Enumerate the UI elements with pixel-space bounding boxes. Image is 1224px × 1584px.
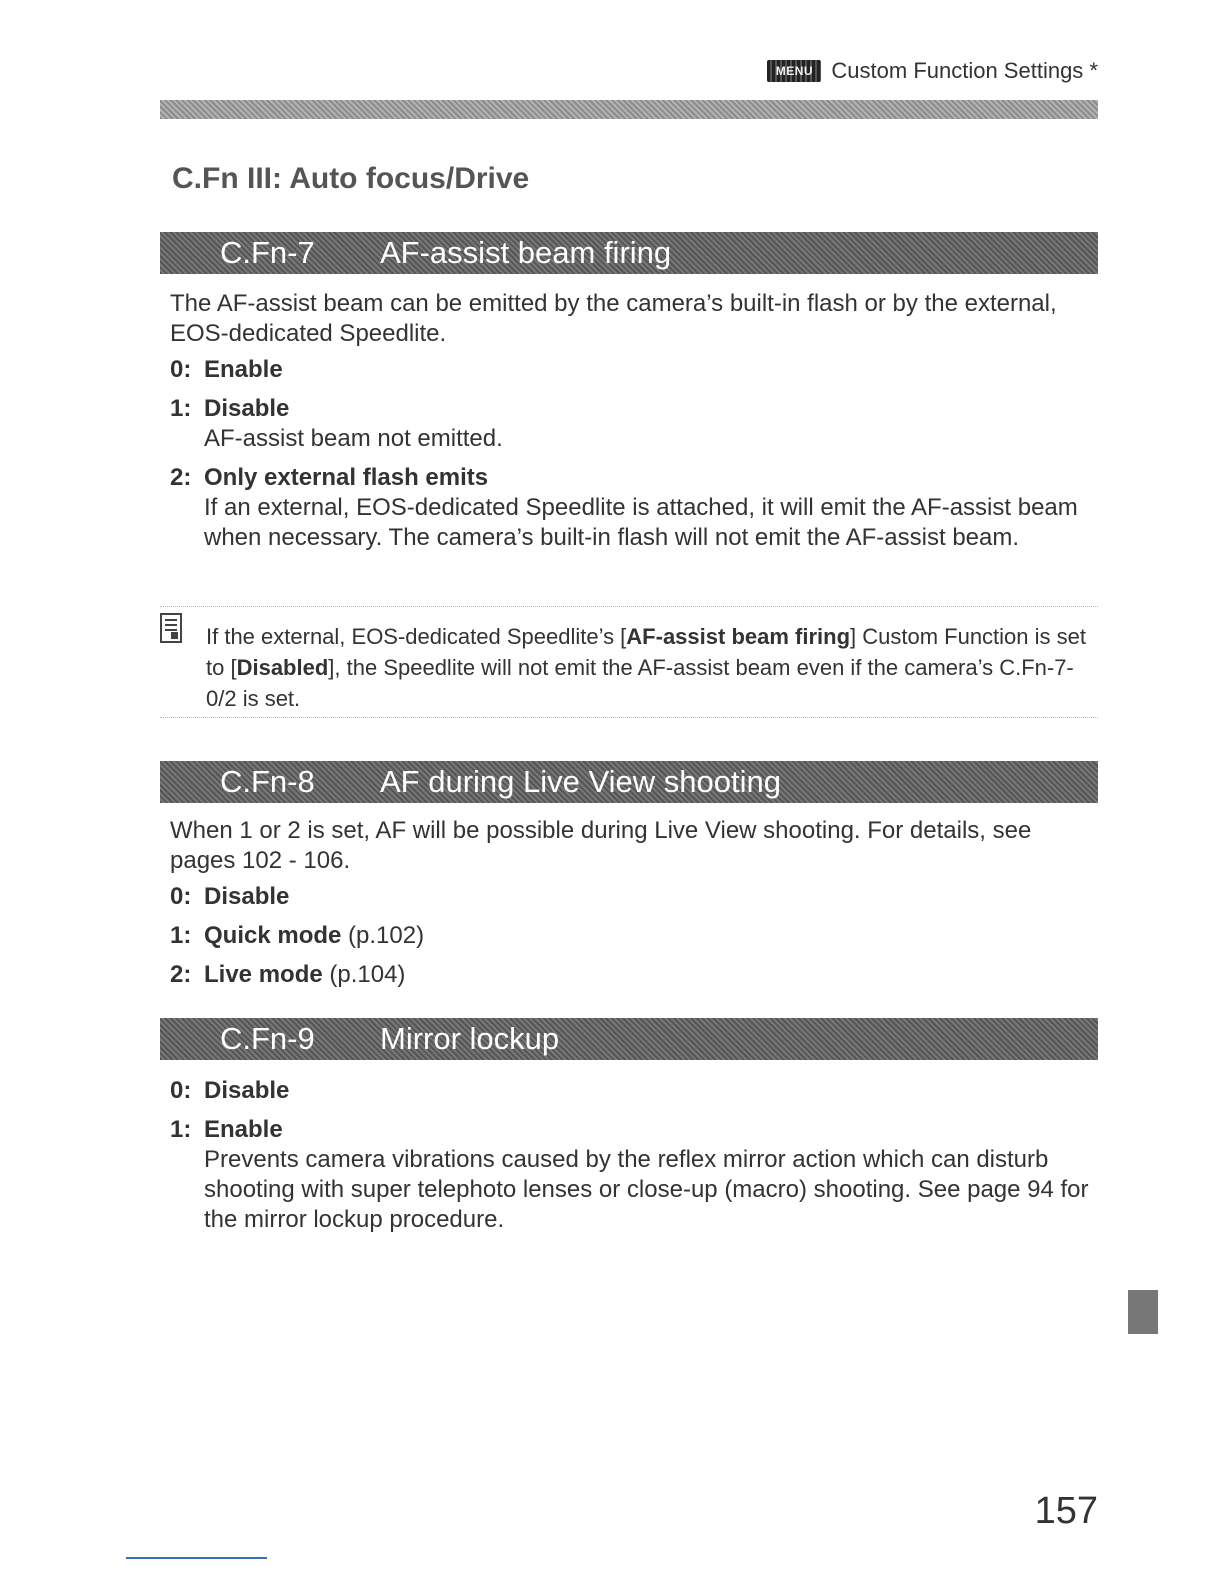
- option-item: [170, 394, 1090, 424]
- option-label: Quick mode: [204, 922, 342, 949]
- note-text-part: If the external, EOS-dedicated Speedlite’s [: [206, 624, 627, 649]
- note-text-bold: AF-assist beam firing: [626, 624, 851, 649]
- note-text-part: ] Custom Function is set to [: [206, 624, 1086, 680]
- note-icon: [160, 613, 182, 643]
- option-label: Disable: [204, 883, 290, 910]
- section-header-cfn7: [160, 232, 1098, 274]
- option-number: 1:: [170, 922, 192, 949]
- page-reference: (p.102): [348, 922, 425, 949]
- section-number: C.Fn-7: [220, 235, 315, 270]
- option-item: [170, 882, 1090, 912]
- option-number: 2:: [170, 961, 192, 988]
- chapter-title: C.Fn III: Auto focus/Drive: [172, 162, 530, 195]
- note-text-part: ], the Speedlite will not emit the AF-assist beam even if the camera’s C.Fn-7-0/2 is set.: [206, 655, 1074, 711]
- option-item: [170, 355, 1090, 385]
- option-number: 1:: [170, 395, 192, 422]
- chapter-thumb-tab: [1128, 1290, 1158, 1334]
- option-description: If an external, EOS-dedicated Speedlite is attached, it will emit the AF-assist beam when necessary. The camera’s built-in flash will not emit the AF-assist beam.: [204, 494, 1078, 551]
- option-label: Only external flash emits: [204, 464, 489, 491]
- footer-line: [126, 1557, 267, 1559]
- option-item: [170, 921, 1090, 951]
- option-label: Enable: [204, 356, 283, 383]
- option-label: Enable: [204, 1116, 283, 1143]
- option-number: 1:: [170, 1116, 192, 1143]
- section-number: C.Fn-8: [220, 764, 315, 799]
- page-header: [767, 58, 1098, 84]
- header-divider-bar: [160, 100, 1098, 119]
- section-number: C.Fn-9: [220, 1021, 315, 1056]
- header-title: [831, 58, 1098, 84]
- option-number: 0:: [170, 1077, 192, 1104]
- section-title: AF during Live View shooting: [380, 764, 781, 799]
- option-description: AF-assist beam not emitted.: [204, 425, 503, 452]
- section-body-cfn8: [170, 816, 1090, 990]
- section-header-cfn8: [160, 761, 1098, 803]
- option-label: Disable: [204, 395, 290, 422]
- option-number: 0:: [170, 356, 192, 383]
- option-item: [170, 1115, 1090, 1145]
- page-reference: (p.104): [329, 961, 406, 988]
- option-item: [170, 960, 1090, 990]
- note-box: [160, 606, 1098, 718]
- section-intro: The AF-assist beam can be emitted by the camera’s built-in flash or by the external, EOS-dedicated Speedlite.: [170, 290, 1057, 347]
- header-asterisk: *: [1089, 58, 1098, 83]
- section-intro: When 1 or 2 is set, AF will be possible during Live View shooting. For details, see pages 102 - 106.: [170, 817, 1032, 874]
- option-label: Live mode: [204, 961, 323, 988]
- section-header-cfn9: [160, 1018, 1098, 1060]
- page-number: 157: [1034, 1490, 1098, 1532]
- section-body-cfn9: [170, 1076, 1090, 1235]
- note-text: [206, 621, 1086, 714]
- section-body-cfn7: [170, 289, 1090, 553]
- option-item: [170, 463, 1090, 493]
- section-title: AF-assist beam firing: [380, 235, 672, 270]
- option-number: 0:: [170, 883, 192, 910]
- option-item: [170, 1076, 1090, 1106]
- section-title: Mirror lockup: [380, 1021, 560, 1056]
- option-description: Prevents camera vibrations caused by the reflex mirror action which can disturb shooting with super telephoto lenses or close-up (macro) shooting. See page 94 for the mirror lockup procedure.: [204, 1146, 1089, 1233]
- option-label: Disable: [204, 1077, 290, 1104]
- header-title-text: Custom Function Settings: [831, 58, 1084, 83]
- menu-icon-label: MENU: [775, 64, 814, 78]
- note-text-bold: Disabled: [236, 655, 329, 680]
- menu-icon: [767, 60, 821, 82]
- option-number: 2:: [170, 464, 192, 491]
